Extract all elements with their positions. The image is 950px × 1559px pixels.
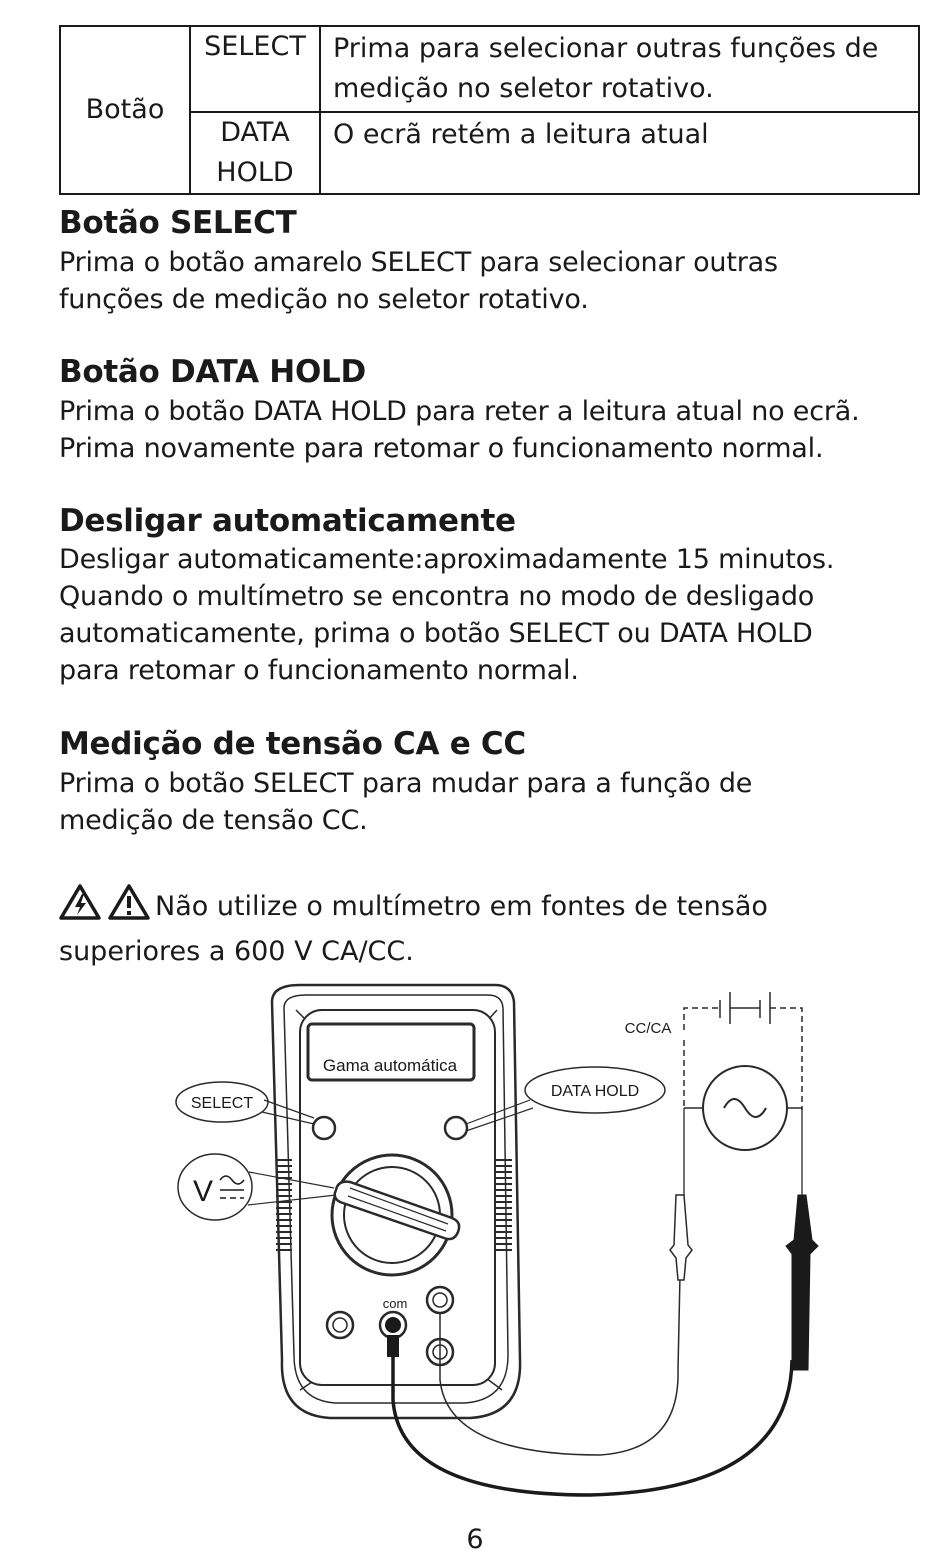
multimeter-connection-diagram bbox=[0, 975, 950, 1505]
text-line: Prima o botão SELECT para mudar para a função de bbox=[59, 768, 753, 799]
warning-text-line-2: superiores a 600 V CA/CC. bbox=[59, 936, 414, 967]
table-button-select: SELECT bbox=[190, 26, 320, 112]
section-title-select: Botão SELECT bbox=[59, 205, 297, 241]
caution-icon bbox=[110, 886, 148, 918]
warning-text-line-1: Não utilize o multímetro em fontes de tensão bbox=[155, 891, 768, 922]
display bbox=[308, 1024, 474, 1080]
com-label: com bbox=[382, 1296, 408, 1311]
select-callout bbox=[176, 1082, 314, 1124]
text-line: Quando o multímetro se encontra no modo de desligado bbox=[59, 581, 815, 612]
section-title-auto-off: Desligar automaticamente bbox=[59, 503, 516, 539]
table-group-label: Botão bbox=[60, 26, 190, 194]
warning-paragraph bbox=[59, 884, 919, 972]
battery-symbol bbox=[720, 992, 770, 1024]
table-description-select: Prima para selecionar outras funções de medição no seletor rotativo. bbox=[320, 26, 919, 112]
side-grip-right bbox=[496, 1160, 512, 1250]
page-number: 6 bbox=[466, 1524, 484, 1555]
text-line: Prima o botão amarelo SELECT para selecionar outras bbox=[59, 247, 778, 278]
display-label: Gama automática bbox=[322, 1056, 458, 1075]
section-body-data-hold bbox=[59, 393, 939, 467]
svg-text:V: V bbox=[192, 1175, 214, 1208]
text-line: para retomar o funcionamento normal. bbox=[59, 655, 579, 686]
text-line: Prima o botão DATA HOLD para reter a leitura atual no ecrã. bbox=[59, 396, 860, 427]
text-line: Desligar automaticamente:aproximadamente 15 minutos. bbox=[59, 544, 835, 575]
section-title-data-hold: Botão DATA HOLD bbox=[59, 354, 366, 390]
section-body-select bbox=[59, 244, 939, 318]
text-line: automaticamente, prima o botão SELECT ou DATA HOLD bbox=[59, 618, 813, 649]
text-line: medição de tensão CC. bbox=[59, 805, 368, 836]
select-button bbox=[313, 1117, 335, 1139]
table-description-data-hold: O ecrã retém a leitura atual bbox=[320, 112, 919, 194]
select-callout-label: SELECT bbox=[190, 1095, 254, 1112]
table-button-data-hold: DATA HOLD bbox=[190, 112, 320, 194]
source-type-label: CC/CA bbox=[624, 1020, 672, 1037]
voltage-source bbox=[684, 992, 802, 1195]
section-body-auto-off bbox=[59, 541, 939, 689]
text-line: Prima novamente para retomar o funcionamento normal. bbox=[59, 433, 824, 464]
warning-icons bbox=[59, 884, 155, 920]
voltage-jack bbox=[427, 1287, 453, 1313]
text-line: funções de medição no seletor rotativo. bbox=[59, 284, 589, 315]
shock-hazard-icon bbox=[61, 886, 99, 918]
section-title-voltage: Medição de tensão CA e CC bbox=[59, 726, 526, 762]
button-reference-table bbox=[59, 25, 920, 195]
data-hold-button bbox=[445, 1117, 467, 1139]
section-body-voltage bbox=[59, 765, 939, 839]
data-hold-callout-label: DATA HOLD bbox=[550, 1083, 640, 1100]
